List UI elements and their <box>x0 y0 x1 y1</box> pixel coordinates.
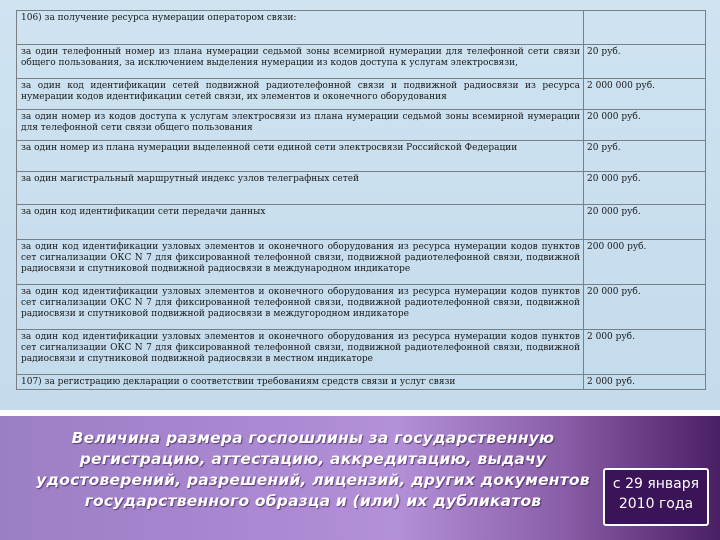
table-row <box>17 110 706 141</box>
table-row <box>17 141 706 172</box>
banner-line: регистрацию, аттестацию, аккредитацию, выдачу <box>79 450 547 468</box>
fee-description-cell: 106) за получение ресурса нумерации оператором связи: <box>17 11 584 45</box>
date-badge-text <box>603 474 709 514</box>
fee-description-cell: за один код идентификации узловых элементов и оконечного оборудования из ресурса нумерации кодов пунктов сет сигнализации ОКС N 7 для фиксированной телефонной связи, подвижной радиотелефонной связи, подвижной радиосвязи и спутниковой подвижной радиосвязи в местном индикаторе <box>17 330 584 375</box>
fee-amount-cell: 2 000 руб. <box>584 375 706 390</box>
table-row <box>17 11 706 45</box>
date-line-year: 2010 года <box>618 496 694 512</box>
fee-amount-cell: 20 000 руб. <box>584 205 706 240</box>
fee-description-cell: за один код идентификации сети передачи данных <box>17 205 584 240</box>
fee-amount-cell: 20 000 руб. <box>584 285 706 330</box>
fee-description-cell: за один магистральный маршрутный индекс узлов телеграфных сетей <box>17 172 584 205</box>
table-row <box>17 330 706 375</box>
fee-amount-cell: 20 000 руб. <box>584 110 706 141</box>
table-row <box>17 240 706 285</box>
table-row <box>17 205 706 240</box>
table-row <box>17 45 706 79</box>
table-row <box>17 285 706 330</box>
fee-description-cell: за один код идентификации сетей подвижной радиотелефонной связи и подвижной радиосвязи из ресурса нумерации кодов идентификации сетей связи, их элементов и оконечного оборудования <box>17 79 584 110</box>
banner-heading <box>28 428 598 512</box>
fee-amount-cell: 2 000 руб. <box>584 330 706 375</box>
fee-description-cell: за один номер из плана нумерации выделенной сети единой сети электросвязи Российской Федерации <box>17 141 584 172</box>
banner-line: государственного образца и (или) их дубликатов <box>84 492 542 510</box>
fee-amount-cell <box>584 11 706 45</box>
fee-description-cell: за один код идентификации узловых элементов и оконечного оборудования из ресурса нумерации кодов пунктов сет сигнализации ОКС N 7 для фиксированной телефонной связи, подвижной радиотелефонной связи, подвижной радиосвязи и спутниковой подвижной радиосвязи в международном индикаторе <box>17 240 584 285</box>
table-row <box>17 375 706 390</box>
fee-amount-cell: 2 000 000 руб. <box>584 79 706 110</box>
fee-table <box>16 10 706 390</box>
fee-amount-cell: 200 000 руб. <box>584 240 706 285</box>
table-row <box>17 172 706 205</box>
banner-line: Величина размера госпошлины за государственную <box>71 429 555 447</box>
fee-amount-cell: 20 руб. <box>584 45 706 79</box>
fee-description-cell: за один код идентификации узловых элементов и оконечного оборудования из ресурса нумерации кодов пунктов сет сигнализации ОКС N 7 для фиксированной телефонной связи, подвижной радиотелефонной связи, подвижной радиосвязи и спутниковой подвижной радиосвязи в междугородном индикаторе <box>17 285 584 330</box>
fee-description-cell: за один номер из кодов доступа к услугам электросвязи из плана нумерации седьмой зоны всемирной нумерации для телефонной сети связи общего пользования <box>17 110 584 141</box>
table-row <box>17 79 706 110</box>
fee-description-cell: за один телефонный номер из плана нумерации седьмой зоны всемирной нумерации для телефонной сети связи общего пользования, за исключением выделения нумерации из кодов доступа к услугам электросвязи, <box>17 45 584 79</box>
fee-amount-cell: 20 руб. <box>584 141 706 172</box>
date-line-day: с 29 января <box>612 476 700 492</box>
fee-description-cell: 107) за регистрацию декларации о соответствии требованиям средств связи и услуг связи <box>17 375 584 390</box>
fee-amount-cell: 20 000 руб. <box>584 172 706 205</box>
banner-line: удостоверений, разрешений, лицензий, других документов <box>36 471 590 489</box>
